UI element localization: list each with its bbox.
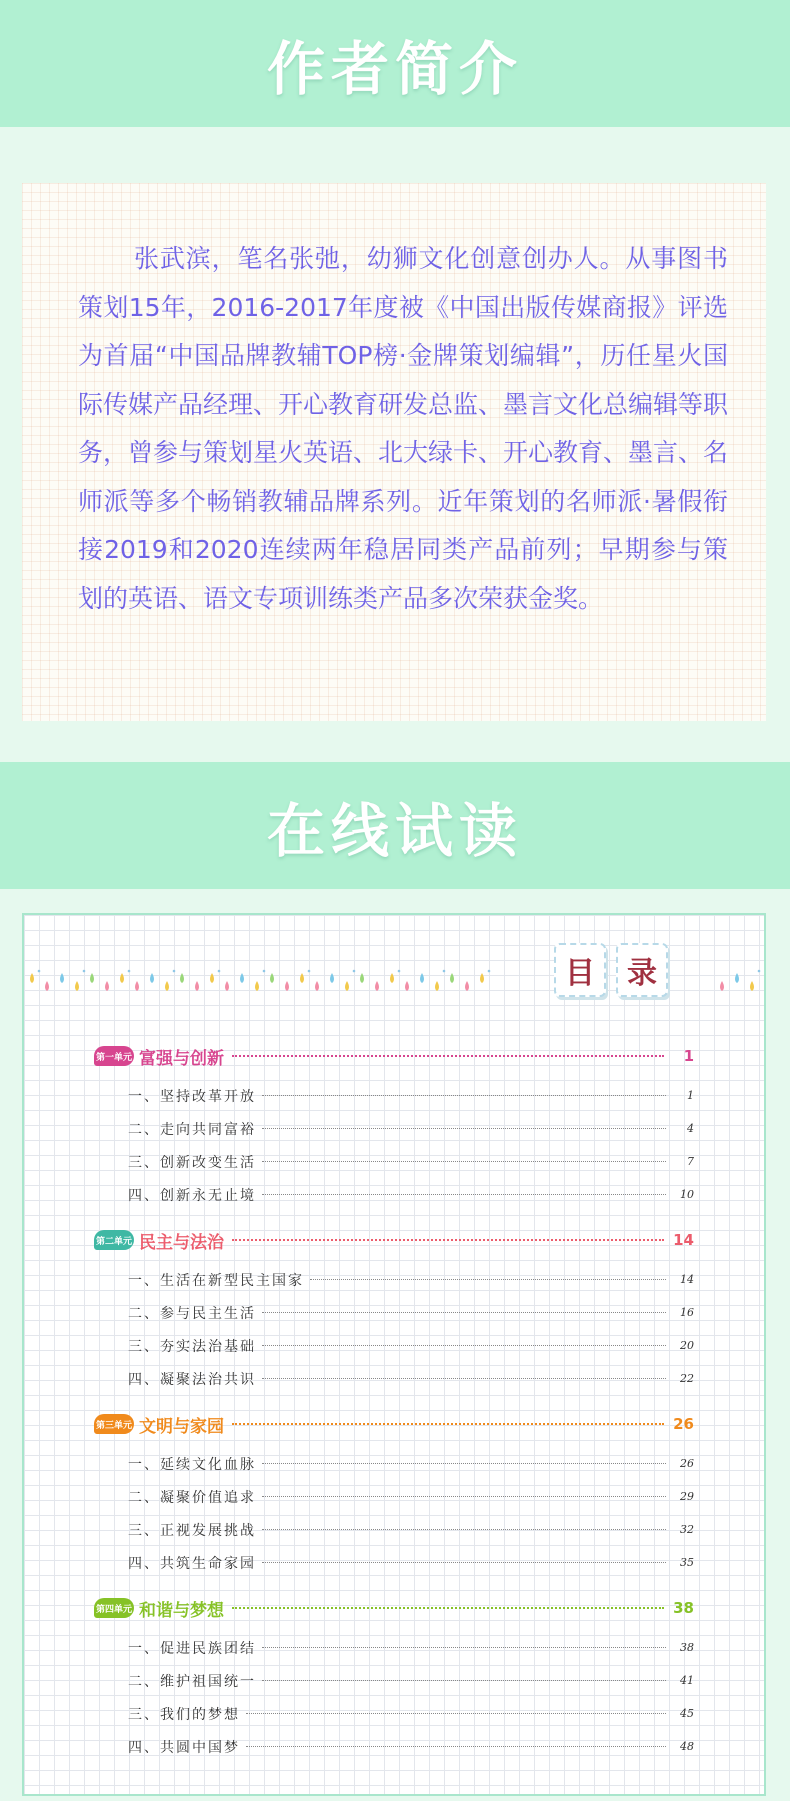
toc-item xyxy=(94,1546,694,1579)
sparkle-decoration xyxy=(758,970,761,973)
unit-badge: 第三单元 xyxy=(94,1414,134,1434)
toc-items xyxy=(94,1079,694,1211)
toc-items xyxy=(94,1447,694,1579)
toc-unit xyxy=(94,1409,694,1579)
raindrop-decoration xyxy=(285,981,289,991)
toc-item-label: 四、凝聚法治共识 xyxy=(128,1371,256,1388)
toc-item-label: 二、参与民主生活 xyxy=(128,1305,256,1322)
dot-leader xyxy=(262,1345,666,1346)
unit-badge: 第一单元 xyxy=(94,1046,134,1066)
raindrop-decoration xyxy=(300,973,304,983)
toc-unit xyxy=(94,1225,694,1395)
toc-item-page-number: 1 xyxy=(687,1089,694,1102)
sparkle-decoration xyxy=(443,970,446,973)
toc-item xyxy=(94,1329,694,1362)
dot-leader xyxy=(262,1562,666,1563)
toc-item-page-number: 48 xyxy=(680,1740,694,1753)
raindrop-decoration xyxy=(210,973,214,983)
toc-item xyxy=(94,1631,694,1664)
toc-list xyxy=(94,1030,694,1763)
sparkle-decoration xyxy=(353,970,356,973)
dot-leader xyxy=(232,1423,664,1425)
unit-badge: 第二单元 xyxy=(94,1230,134,1250)
toc-item-label: 三、夯实法治基础 xyxy=(128,1338,256,1355)
dot-leader xyxy=(232,1239,664,1241)
raindrop-decoration xyxy=(750,981,754,991)
raindrop-decoration xyxy=(465,981,469,991)
toc-item-label: 一、生活在新型民主国家 xyxy=(128,1272,304,1289)
toc-item xyxy=(94,1513,694,1546)
raindrop-decoration xyxy=(315,981,319,991)
toc-item xyxy=(94,1664,694,1697)
raindrop-decoration xyxy=(345,981,349,991)
raindrop-decoration xyxy=(90,973,94,983)
raindrop-decoration xyxy=(120,973,124,983)
raindrop-decoration xyxy=(720,981,724,991)
dot-leader xyxy=(262,1378,666,1379)
raindrop-decoration xyxy=(75,981,79,991)
dot-leader xyxy=(262,1161,666,1162)
unit-page-number: 26 xyxy=(673,1415,694,1433)
toc-items xyxy=(94,1631,694,1763)
toc-item-label: 一、坚持改革开放 xyxy=(128,1088,256,1105)
toc-item-page-number: 4 xyxy=(687,1122,694,1135)
raindrop-decoration xyxy=(255,981,259,991)
toc-item-page-number: 14 xyxy=(680,1273,694,1286)
dot-leader xyxy=(232,1607,664,1609)
toc-item-label: 四、共圆中国梦 xyxy=(128,1739,240,1756)
toc-item xyxy=(94,1697,694,1730)
raindrop-decoration xyxy=(105,981,109,991)
author-section-banner xyxy=(0,0,790,127)
toc-item-page-number: 41 xyxy=(680,1674,694,1687)
toc-unit-heading xyxy=(94,1225,694,1255)
toc-item-page-number: 16 xyxy=(680,1306,694,1319)
raindrop-decoration xyxy=(60,973,64,983)
toc-unit-heading xyxy=(94,1593,694,1623)
dot-leader xyxy=(262,1496,666,1497)
toc-item-page-number: 10 xyxy=(680,1188,694,1201)
toc-unit-heading xyxy=(94,1409,694,1439)
toc-item-label: 四、共筑生命家园 xyxy=(128,1555,256,1572)
toc-item-page-number: 32 xyxy=(680,1523,694,1536)
dot-leader xyxy=(232,1055,664,1057)
toc-item-page-number: 7 xyxy=(687,1155,694,1168)
author-section-title: 作者简介 xyxy=(266,34,523,103)
dot-leader xyxy=(262,1128,666,1129)
raindrop-decoration xyxy=(330,973,334,983)
raindrop-decoration xyxy=(150,973,154,983)
toc-item-page-number: 22 xyxy=(680,1372,694,1385)
raindrop-decoration xyxy=(480,973,484,983)
unit-title: 和谐与梦想 xyxy=(139,1600,224,1621)
sparkle-decoration xyxy=(218,970,221,973)
unit-page-number: 38 xyxy=(673,1599,694,1617)
raindrop-decoration xyxy=(195,981,199,991)
toc-item-label: 一、延续文化血脉 xyxy=(128,1456,256,1473)
unit-page-number: 14 xyxy=(673,1231,694,1249)
toc-item xyxy=(94,1362,694,1395)
toc-item xyxy=(94,1296,694,1329)
toc-page-image xyxy=(22,913,766,1796)
raindrop-decoration xyxy=(135,981,139,991)
raindrop-decoration xyxy=(735,973,739,983)
toc-title-char: 目 xyxy=(554,943,606,997)
toc-unit-heading xyxy=(94,1041,694,1071)
toc-item-page-number: 20 xyxy=(680,1339,694,1352)
raindrop-decoration xyxy=(270,973,274,983)
sparkle-decoration xyxy=(398,970,401,973)
toc-item-label: 三、创新改变生活 xyxy=(128,1154,256,1171)
raindrop-decoration xyxy=(360,973,364,983)
toc-item-label: 二、走向共同富裕 xyxy=(128,1121,256,1138)
toc-item-label: 三、正视发展挑战 xyxy=(128,1522,256,1539)
toc-item xyxy=(94,1178,694,1211)
raindrop-decoration xyxy=(435,981,439,991)
toc-item-page-number: 26 xyxy=(680,1457,694,1470)
toc-item xyxy=(94,1480,694,1513)
raindrop-decoration xyxy=(165,981,169,991)
unit-title: 民主与法治 xyxy=(139,1232,224,1253)
dot-leader xyxy=(310,1279,666,1280)
raindrop-decoration xyxy=(390,973,394,983)
toc-unit xyxy=(94,1593,694,1763)
toc-item-label: 四、创新永无止境 xyxy=(128,1187,256,1204)
toc-unit xyxy=(94,1041,694,1211)
sparkle-decoration xyxy=(488,970,491,973)
raindrop-decoration xyxy=(450,973,454,983)
toc-item xyxy=(94,1112,694,1145)
preview-section-title: 在线试读 xyxy=(266,796,523,865)
raindrop-decoration xyxy=(45,981,49,991)
dot-leader xyxy=(246,1713,666,1714)
unit-title: 文明与家园 xyxy=(139,1416,224,1437)
sparkle-decoration xyxy=(83,970,86,973)
sparkle-decoration xyxy=(308,970,311,973)
raindrop-decoration xyxy=(420,973,424,983)
toc-item xyxy=(94,1730,694,1763)
sparkle-decoration xyxy=(263,970,266,973)
toc-item-page-number: 38 xyxy=(680,1641,694,1654)
toc-item-page-number: 45 xyxy=(680,1707,694,1720)
raindrop-decoration xyxy=(225,981,229,991)
sparkle-decoration xyxy=(128,970,131,973)
unit-page-number: 1 xyxy=(683,1047,694,1065)
toc-item xyxy=(94,1263,694,1296)
dot-leader xyxy=(262,1194,666,1195)
toc-item-page-number: 35 xyxy=(680,1556,694,1569)
dot-leader xyxy=(262,1095,666,1096)
raindrop-decoration xyxy=(30,973,34,983)
unit-title: 富强与创新 xyxy=(139,1048,224,1069)
dot-leader xyxy=(262,1529,666,1530)
sparkle-decoration xyxy=(38,970,41,973)
dot-leader xyxy=(262,1680,666,1681)
toc-title-char: 录 xyxy=(616,943,668,997)
dot-leader xyxy=(262,1312,666,1313)
toc-item-label: 二、凝聚价值追求 xyxy=(128,1489,256,1506)
toc-items xyxy=(94,1263,694,1395)
raindrop-decoration xyxy=(180,973,184,983)
preview-section-banner xyxy=(0,762,790,889)
toc-item-label: 三、我们的梦想 xyxy=(128,1706,240,1723)
author-bio-card xyxy=(22,183,766,721)
dot-leader xyxy=(262,1647,666,1648)
toc-item-label: 一、促进民族团结 xyxy=(128,1640,256,1657)
toc-item xyxy=(94,1079,694,1112)
author-bio-text: 张武滨，笔名张弛，幼狮文化创意创办人。从事图书策划15年，2016-2017年度被《中国出版传媒商报》评选为首届“中国品牌教辅TOP榜·金牌策划编辑”，历任星火国际传媒产品经理、开心教育研发总监、墨言文化总编辑等职务，曾参与策划星火英语、北大绿卡、开心教育、墨言、名师派等多个畅销教辅品牌系列。近年策划的名师派·暑假衔接2019和2020连续两年稳居同类产品前列；早期参与策划的英语、语文专项训练类产品多次荣获金奖。 xyxy=(78,244,729,613)
toc-item xyxy=(94,1145,694,1178)
sparkle-decoration xyxy=(173,970,176,973)
raindrop-decoration xyxy=(240,973,244,983)
dot-leader xyxy=(246,1746,666,1747)
raindrop-decoration xyxy=(375,981,379,991)
raindrop-decoration xyxy=(405,981,409,991)
toc-item-label: 二、维护祖国统一 xyxy=(128,1673,256,1690)
dot-leader xyxy=(262,1463,666,1464)
toc-item-page-number: 29 xyxy=(680,1490,694,1503)
unit-badge: 第四单元 xyxy=(94,1598,134,1618)
toc-item xyxy=(94,1447,694,1480)
toc-title xyxy=(554,943,668,997)
